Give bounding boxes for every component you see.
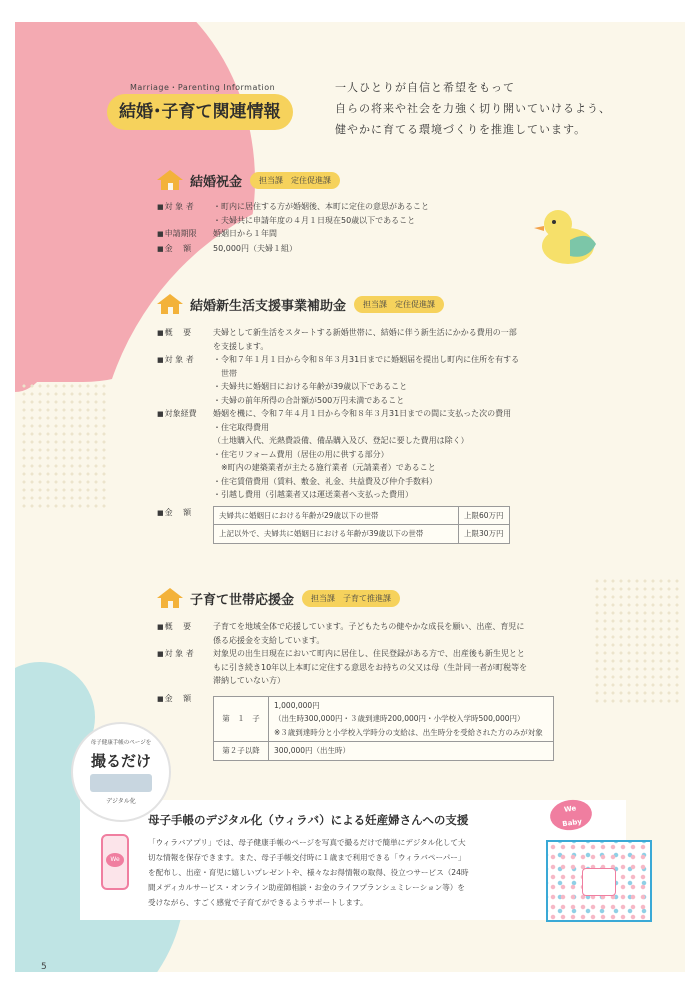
section-header bbox=[157, 294, 444, 314]
page-title: 結婚･子育て関連情報 bbox=[107, 94, 293, 130]
table-cell: 夫婦共に婚姻日における年齢が29歳以下の世帯 bbox=[214, 506, 459, 525]
subtitle-en: Marriage・Parenting Information bbox=[130, 83, 276, 92]
table-cell: 上記以外で、夫婦共に婚姻日における年齢が39歳以下の世帯 bbox=[214, 525, 459, 544]
table-row bbox=[214, 742, 554, 761]
detail-row: ■ 金 額 夫婦共に婚姻日における年齢が29歳以下の世帯 上限60万円 上記以外で、夫婦共に婚姻日における年齢が39歳以下の世帯 上限30万円 bbox=[157, 506, 577, 544]
support-table bbox=[213, 696, 554, 761]
detail-row: ■ 金 額 50,000円（夫婦１組） bbox=[157, 242, 577, 257]
dot-pattern bbox=[20, 382, 110, 512]
table-cell: 上限30万円 bbox=[459, 525, 510, 544]
detail-row: ■ 対 象 者 ・令和７年１月１日から令和８年３月31日までに婚姻届を提出し町内に住所を有する 世帯 ・夫婦共に婚姻日における年齢が39歳以下であること ・夫婦の前年所得の合計額が500万円未満であること bbox=[157, 353, 577, 407]
page bbox=[15, 22, 685, 972]
table-row bbox=[214, 696, 554, 742]
section-header bbox=[157, 588, 400, 608]
support-title: 母子手帳のデジタル化（ウィラバ）による妊産婦さんへの支援 bbox=[148, 813, 469, 827]
section-title: 結婚祝金 bbox=[190, 174, 243, 190]
table-cell: 1,000,000円 （出生時300,000円・３歳到達時200,000円・小学校入学時500,000円） ※３歳到達時分と小学校入学時分の支給は、出生時分を受給された方のみが対象 bbox=[269, 696, 554, 742]
subsidy-table bbox=[213, 506, 510, 544]
page-number: 5 bbox=[41, 962, 47, 972]
camera-hand-icon bbox=[90, 774, 152, 792]
section-title: 結婚新生活支援事業補助金 bbox=[190, 298, 347, 314]
dot-pattern bbox=[593, 577, 683, 707]
section-header bbox=[157, 170, 340, 190]
table-row bbox=[214, 525, 510, 544]
app-logo: We bbox=[106, 853, 124, 867]
department-badge: 担当課 子育て推進課 bbox=[302, 590, 400, 607]
digitize-circle bbox=[71, 722, 171, 822]
support-text: 「ウィラバアプリ」では、母子健康手帳のページを写真で撮るだけで簡単にデジタル化して大 切な情報を保存できます。また、母子手帳交付時に１歳まで利用できる「ウィラバペーパー」 を配布し、出産・育児に嬉しいプレゼントや、様々なお得情報の取得、役立つサービス（24時 間メディカルサービス・オンライン助産師相談・お金のライフプランシュミレーション等）を 受けながら、すごく感覚で子育てができるようサポートします。 bbox=[148, 838, 469, 907]
detail-row: ■ 対 象 者 対象児の出生日現在において町内に居住し、住民登録がある方で、出産後も新生児とと もに引き続き10年以上本町に定住する意思をお持ちの父又は母（生計同一者が町税等を 滞納していない方） bbox=[157, 647, 577, 688]
detail-row: ■ 概 要 夫婦として新生活をスタートする新婚世帯に、結婚に伴う新生活にかかる費用の一部 を支援します。 bbox=[157, 326, 577, 353]
department-badge: 担当課 定住促進課 bbox=[250, 172, 340, 189]
section-details bbox=[157, 326, 577, 544]
circle-sub-text: デジタル化 bbox=[106, 798, 136, 805]
table-cell: 上限60万円 bbox=[459, 506, 510, 525]
detail-row: ■ 概 要 子育てを地域全体で応援しています。子どもたちの健やかな成長を願い、出産、育児に 係る応援金を支給しています。 bbox=[157, 620, 577, 647]
detail-row: ■ 申請期限 婚姻日から１年間 bbox=[157, 227, 577, 242]
phone-icon bbox=[101, 834, 129, 890]
intro-text: 一人ひとりが自信と希望をもって 自らの将来や社会を力強く切り開いていけるよう、 健やかに育てる環境づくりを推進しています。 bbox=[335, 81, 611, 136]
detail-row: ■ 金 額 第 １ 子 1,000,000円 （出生時300,000円・３歳到達時200,000円・小学校入学時500,000円） ※３歳到達時分と小学校入学時分の支給は、出生時分を受給された方のみが対象 第２子以降 300,000円（出生時） bbox=[157, 692, 577, 761]
detail-row: ■ 対 象 者 ・町内に居住する方が婚姻後、本町に定住の意思があること ・夫婦共に申請年度の４月１日現在50歳以下であること bbox=[157, 200, 577, 227]
circle-caption: 母子健康手帳のページを bbox=[90, 740, 152, 746]
detail-row: ■ 対象経費 婚姻を機に、令和７年４月１日から令和８年３月31日までの間に支払った次の費用 ・住宅取得費用 （土地購入代、光熱費設備、備品購入及び、登記に要した費用は除く） ・住宅リフォーム費用（居住の用に供する部分） ※町内の建築業者が主たる施行業者（元請業者）であること ・住宅賃借費用（賃料、敷金、礼金、共益費及び仲介手数料） ・引越し費用（引越業者又は運送業者へ支払った費用） bbox=[157, 407, 577, 502]
house-icon bbox=[157, 588, 183, 608]
section-details bbox=[157, 200, 577, 256]
circle-main-text: 撮るだけ bbox=[90, 752, 151, 770]
table-row bbox=[214, 506, 510, 525]
table-cell: 300,000円（出生時） bbox=[269, 742, 554, 761]
house-icon bbox=[157, 170, 183, 190]
house-icon bbox=[157, 294, 183, 314]
department-badge: 担当課 定住促進課 bbox=[354, 296, 444, 313]
section-details bbox=[157, 620, 577, 761]
section-title: 子育て世帯応援金 bbox=[190, 592, 295, 608]
webaby-logo: We Baby bbox=[548, 797, 594, 833]
table-cell: 第２子以降 bbox=[214, 742, 269, 761]
table-cell: 第 １ 子 bbox=[214, 696, 269, 742]
willaba-paper-image bbox=[546, 840, 652, 922]
